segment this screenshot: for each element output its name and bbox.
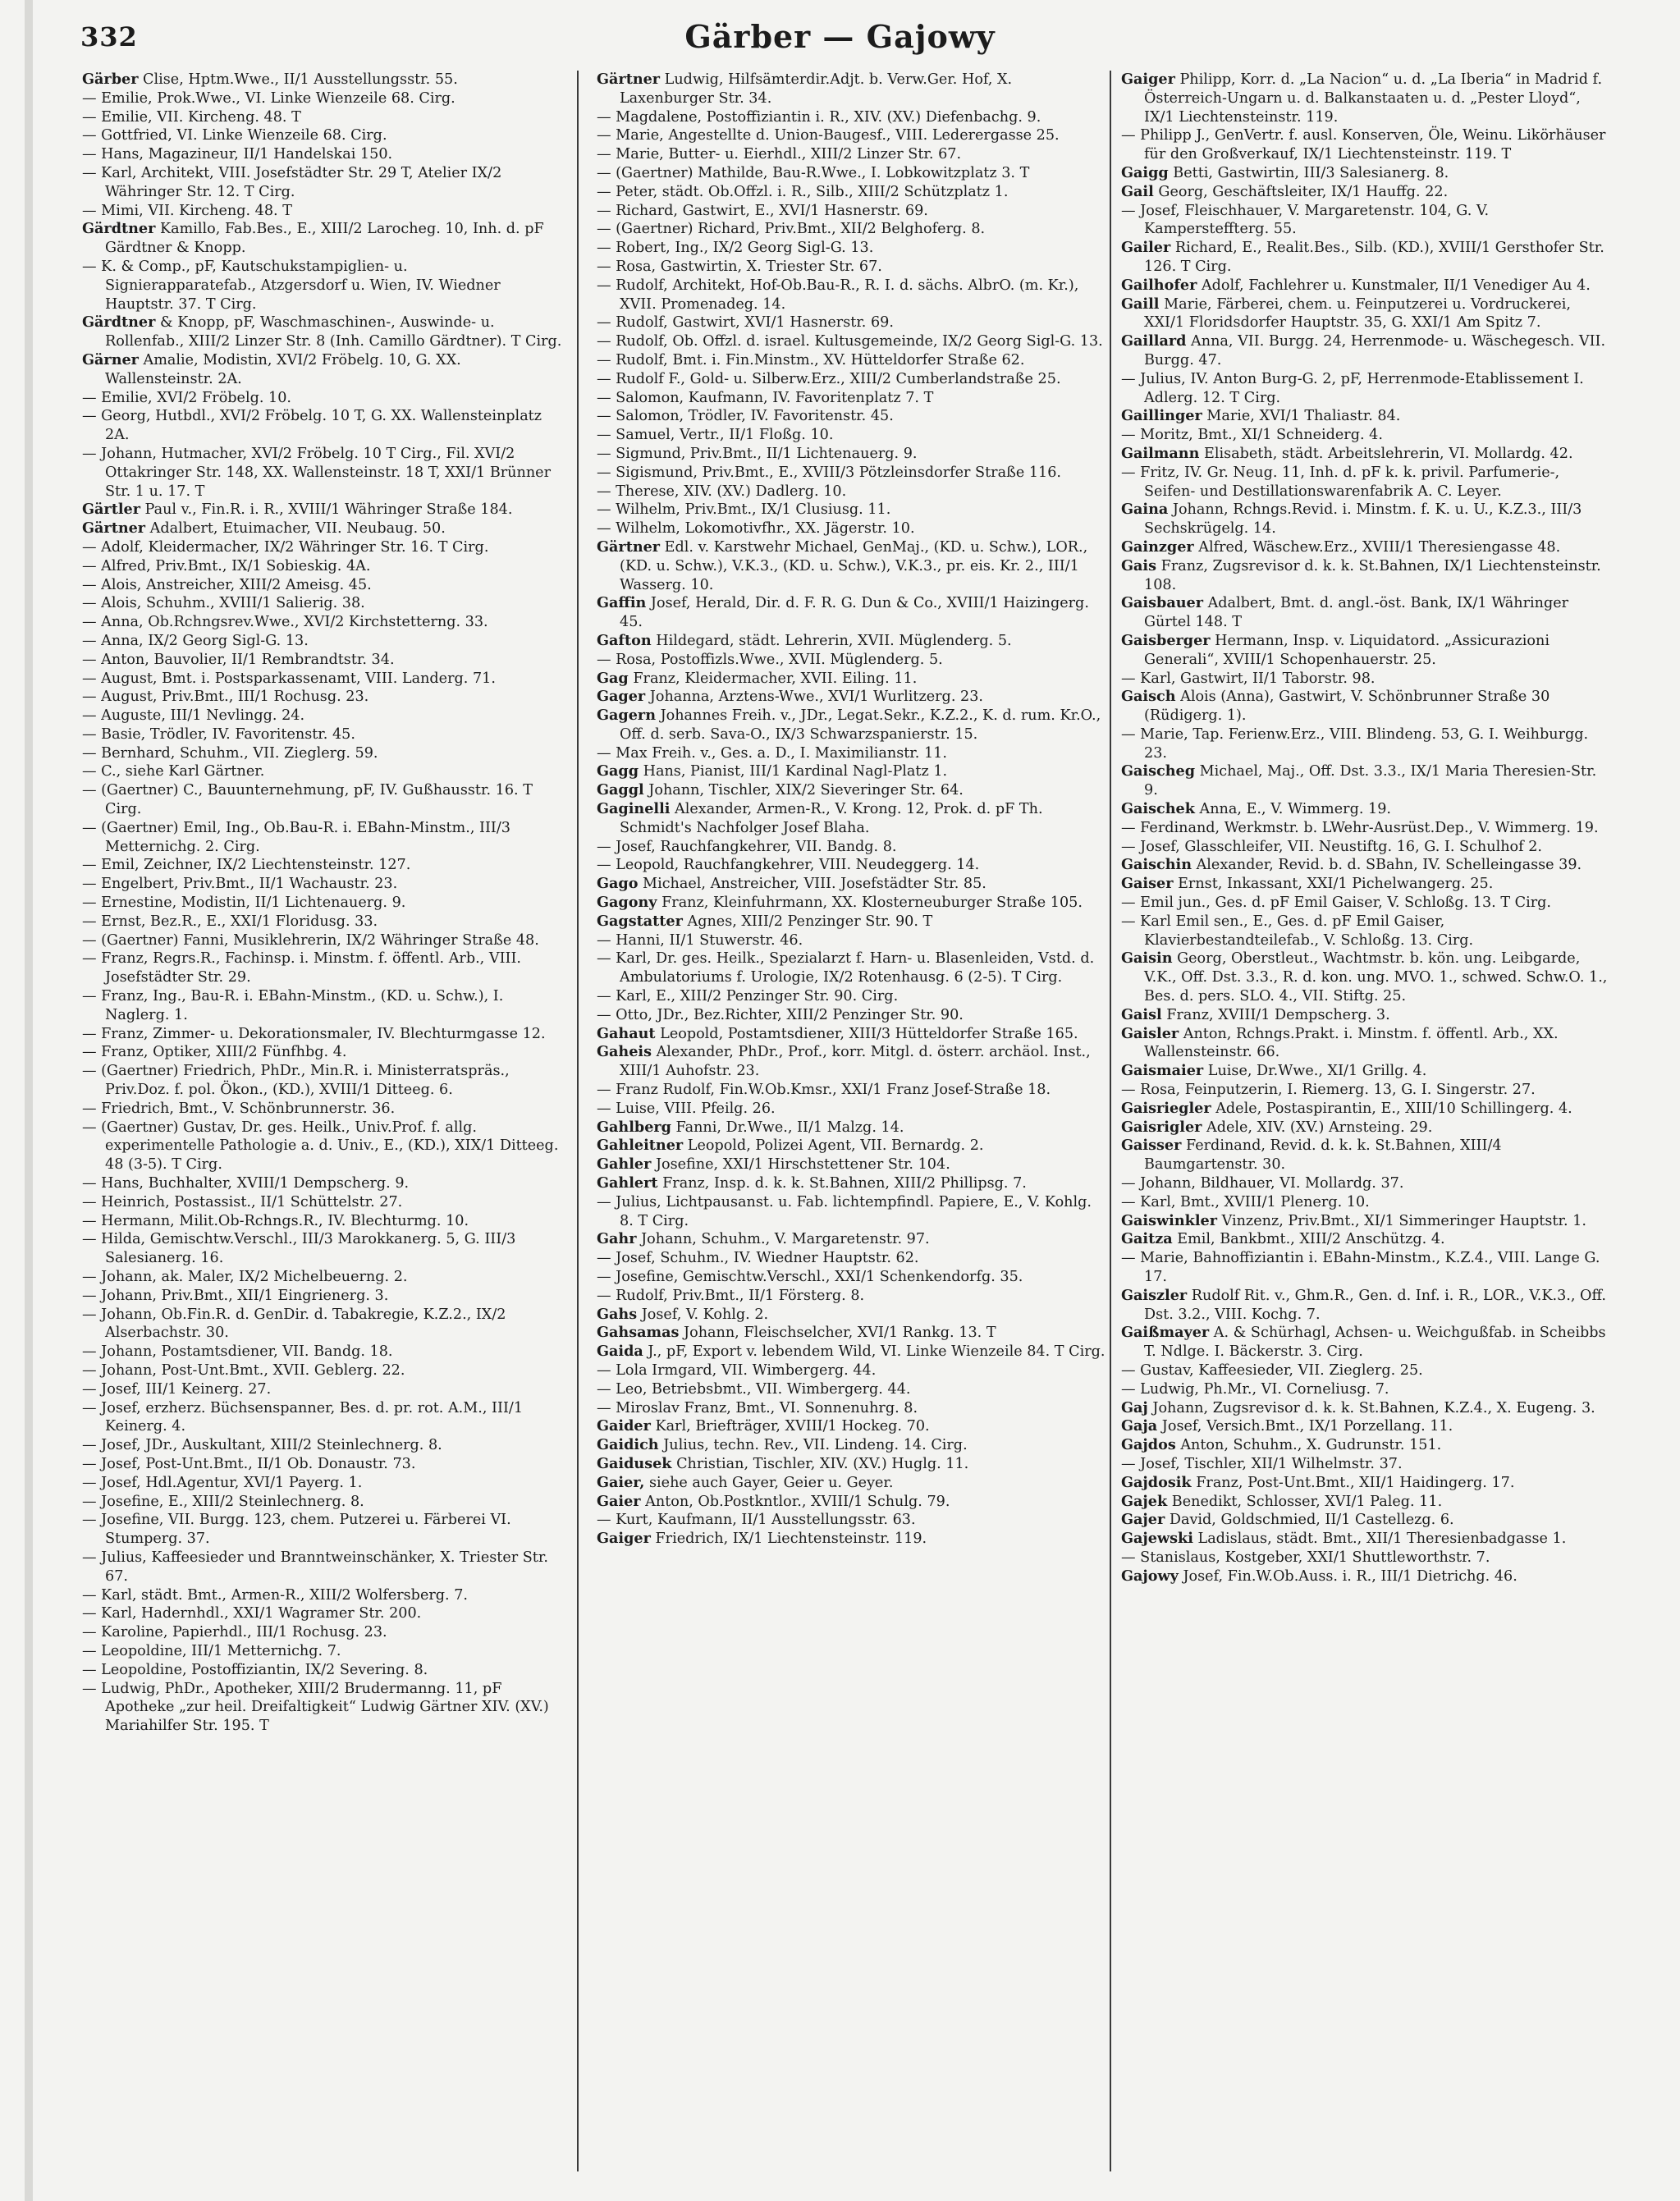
- directory-entry: Gahaut Leopold, Postamtsdiener, XIII/3 Hütteldorfer Straße 165.: [597, 1024, 1078, 1042]
- surname-headword: Gärtner: [82, 519, 146, 538]
- directory-entry: — Franz, Zimmer- u. Dekorationsmaler, IV. Blechturmgasse 12.: [82, 1025, 546, 1042]
- directory-entry: — Josef, III/1 Keinerg. 27.: [82, 1380, 272, 1398]
- directory-entry: — Hilda, Gemischtw.Verschl., III/3 Marokkanerg. 5, G. III/3 Salesianerg. 16.: [82, 1231, 516, 1267]
- surname-headword: Gahler: [597, 1155, 652, 1174]
- directory-entry: — Gustav, Kaffeesieder, VII. Zieglerg. 25.: [1121, 1361, 1423, 1379]
- column-1: [82, 71, 563, 2171]
- directory-entry: Gaier, siehe auch Gayer, Geier u. Geyer.: [597, 1473, 894, 1491]
- directory-entry: Gahsamas Johann, Fleischselcher, XVI/1 Rankg. 13. T: [597, 1324, 996, 1342]
- surname-headword: Gahr: [597, 1230, 637, 1248]
- surname-headword: Gaiger: [597, 1530, 651, 1548]
- directory-entry: — Engelbert, Priv.Bmt., II/1 Wachaustr. 23.: [82, 876, 398, 893]
- directory-entry: Gaitza Emil, Bankbmt., XIII/2 Anschützg. 4.: [1121, 1230, 1445, 1248]
- directory-entry: — Max Freih. v., Ges. a. D., I. Maximilianstr. 11.: [597, 744, 947, 762]
- directory-entry: — Richard, Gastwirt, E., XVI/1 Hasnerstr. 69.: [597, 202, 928, 219]
- directory-entry: — Alois, Anstreicher, XIII/2 Ameisg. 45.: [82, 576, 372, 593]
- scan-edge: [25, 0, 33, 2201]
- directory-entry: Gajdosik Franz, Post-Unt.Bmt., XII/1 Haidingerg. 17.: [1121, 1473, 1515, 1491]
- directory-entry: Gailer Richard, E., Realit.Bes., Silb. (KD.), XVIII/1 Gersthofer Str. 126. T Cirg.: [1121, 239, 1604, 275]
- directory-entry: — C., siehe Karl Gärtner.: [82, 763, 265, 780]
- directory-entry: — Wilhelm, Priv.Bmt., IX/1 Clusiusg. 11.: [597, 501, 891, 519]
- directory-entry: — Alfred, Priv.Bmt., IX/1 Sobieskig. 4A.: [82, 557, 371, 574]
- directory-entry: — Josef, Rauchfangkehrer, VII. Bandg. 8.: [597, 838, 897, 855]
- directory-entry: Gaismaier Luise, Dr.Wwe., XI/1 Grillg. 4.: [1121, 1062, 1427, 1080]
- directory-entry: Gaier Anton, Ob.Postkntlor., XVIII/1 Schulg. 79.: [597, 1492, 950, 1510]
- directory-entry: — Otto, JDr., Bez.Richter, XIII/2 Penzinger Str. 90.: [597, 1006, 964, 1023]
- directory-entry: Gaidich Julius, techn. Rev., VII. Lindeng. 14. Cirg.: [597, 1436, 968, 1454]
- surname-headword: Gaisrigler: [1121, 1118, 1202, 1136]
- directory-entry: — Sigismund, Priv.Bmt., E., XVIII/3 Pötzleinsdorfer Straße 116.: [597, 464, 1061, 481]
- surname-headword: Gaitza: [1121, 1230, 1173, 1248]
- surname-headword: Gaisler: [1121, 1024, 1179, 1042]
- directory-entry: Gahlert Franz, Insp. d. k. k. St.Bahnen, XIII/2 Phillipsg. 7.: [597, 1174, 1027, 1192]
- directory-entry: Gager Johanna, Arztens-Wwe., XVI/1 Wurlitzerg. 23.: [597, 688, 983, 706]
- surname-headword: Gaischin: [1121, 856, 1192, 874]
- directory-entry: Gahs Josef, V. Kohlg. 2.: [597, 1305, 769, 1323]
- surname-headword: Gaj: [1121, 1398, 1148, 1416]
- directory-entry: Gagony Franz, Kleinfuhrmann, XX. Klosterneuburger Straße 105.: [597, 894, 1083, 912]
- surname-headword: Gagony: [597, 894, 657, 912]
- surname-headword: Gainzger: [1121, 538, 1194, 556]
- directory-entry: Gaida J., pF, Export v. lebendem Wild, VI. Linke Wienzeile 84. T Cirg.: [597, 1343, 1106, 1361]
- directory-entry: — Anna, Ob.Rchngsrev.Wwe., XVI/2 Kirchstetterng. 33.: [82, 614, 488, 631]
- directory-entry: — Karoline, Papierhdl., III/1 Rochusg. 23.: [82, 1624, 387, 1641]
- directory-entry: — Mimi, VII. Kircheng. 48. T: [82, 202, 292, 219]
- directory-entry: — Johann, Ob.Fin.R. d. GenDir. d. Tabakregie, K.Z.2., IX/2 Alserbachstr. 30.: [82, 1306, 506, 1342]
- surname-headword: Gajek: [1121, 1492, 1168, 1510]
- directory-entry: — Georg, Hutbdl., XVI/2 Fröbelg. 10 T, G. XX. Wallensteinplatz 2A.: [82, 408, 542, 444]
- directory-entry: — (Gaertner) C., Bauunternehmung, pF, IV. Gußhausstr. 16. T Cirg.: [82, 782, 533, 818]
- directory-entry: — Julius, Lichtpausanst. u. Fab. lichtempfindl. Papiere, E., V. Kohlg. 8. T Cirg.: [597, 1193, 1092, 1229]
- directory-entry: — Karl, Bmt., XVIII/1 Plenerg. 10.: [1121, 1193, 1370, 1210]
- directory-entry: Gag Franz, Kleidermacher, XVII. Eiling. 11.: [597, 669, 918, 687]
- directory-entry: — Anna, IX/2 Georg Sigl-G. 13.: [82, 632, 309, 649]
- directory-entry: — August, Priv.Bmt., III/1 Rochusg. 23.: [82, 689, 369, 706]
- directory-entry: — Hans, Magazineur, II/1 Handelskai 150.: [82, 146, 393, 163]
- directory-entry: Gahler Josefine, XXI/1 Hirschstettener Str. 104.: [597, 1155, 950, 1174]
- directory-entry: — Leopoldine, Postoffiziantin, IX/2 Severing. 8.: [82, 1661, 428, 1678]
- surname-headword: Gafton: [597, 631, 652, 649]
- surname-headword: Gajowy: [1121, 1567, 1179, 1585]
- surname-headword: Gahsamas: [597, 1324, 680, 1342]
- directory-entry: — Rudolf F., Gold- u. Silberw.Erz., XIII/2 Cumberlandstraße 25.: [597, 370, 1061, 387]
- directory-entry: — Emilie, XVI/2 Fröbelg. 10.: [82, 389, 292, 406]
- surname-headword: Gaiswinkler: [1121, 1211, 1217, 1229]
- surname-headword: Gajer: [1121, 1511, 1165, 1529]
- directory-entry: Gaider Karl, Briefträger, XVIII/1 Hockeg. 70.: [597, 1417, 930, 1435]
- surname-headword: Gahs: [597, 1305, 638, 1323]
- directory-entry: Gagstatter Agnes, XIII/2 Penzinger Str. 90. T: [597, 912, 933, 930]
- surname-headword: Gaischeg: [1121, 762, 1196, 780]
- running-title: Gärber — Gajowy: [684, 18, 996, 55]
- directory-entry: Gafton Hildegard, städt. Lehrerin, XVII. Müglenderg. 5.: [597, 631, 1012, 649]
- directory-entry: — Johann, ak. Maler, IX/2 Michelbeuerng. 2.: [82, 1269, 408, 1285]
- surname-headword: Gahlert: [597, 1174, 658, 1192]
- directory-entry: — Marie, Bahnoffiziantin i. EBahn-Minstm., K.Z.4., VIII. Lange G. 17.: [1121, 1250, 1600, 1285]
- directory-entry: Gaffin Josef, Herald, Dir. d. F. R. G. Dun & Co., XVIII/1 Haizingerg. 45.: [597, 594, 1089, 631]
- surname-headword: Gaider: [597, 1417, 651, 1435]
- directory-entry: Gahlberg Fanni, Dr.Wwe., II/1 Malzg. 14.: [597, 1118, 904, 1136]
- directory-entry: — Ludwig, Ph.Mr., VI. Corneliusg. 7.: [1121, 1380, 1389, 1398]
- surname-headword: Gärber: [82, 71, 139, 88]
- directory-entry: — Gottfried, VI. Linke Wienzeile 68. Cirg.: [82, 127, 387, 144]
- directory-entry: Gärtner Adalbert, Etuimacher, VII. Neubaug. 50.: [82, 519, 446, 538]
- directory-entry: — Karl, Hadernhdl., XXI/1 Wagramer Str. 200.: [82, 1605, 422, 1622]
- directory-entry: — (Gaertner) Gustav, Dr. ges. Heilk., Univ.Prof. f. allg. experimentelle Pathologie a. d. Univ., E., (KD.), XIX/1 Ditteeg. 48 (3-5). T Cirg.: [82, 1119, 559, 1174]
- directory-entry: — Kurt, Kaufmann, II/1 Ausstellungsstr. 63.: [597, 1512, 916, 1529]
- directory-entry: — Miroslav Franz, Bmt., VI. Sonnenuhrg. 8.: [597, 1399, 918, 1416]
- directory-entry: — Rudolf, Bmt. i. Fin.Minstm., XV. Hütteldorfer Straße 62.: [597, 351, 1025, 368]
- directory-entry: Gaiser Ernst, Inkassant, XXI/1 Pichelwangerg. 25.: [1121, 875, 1494, 893]
- directory-entry: — Friedrich, Bmt., V. Schönbrunnerstr. 36.: [82, 1100, 396, 1117]
- surname-headword: Gaisbauer: [1121, 594, 1203, 612]
- directory-entry: Gagg Hans, Pianist, III/1 Kardinal Nagl-Platz 1.: [597, 762, 948, 780]
- surname-headword: Gaiser: [1121, 875, 1174, 893]
- directory-entry: — Josef, Glasschleifer, VII. Neustiftg. 16, G. I. Schulhof 2.: [1121, 838, 1543, 855]
- surname-headword: Gärdtner: [82, 220, 156, 238]
- surname-headword: Gaggl: [597, 781, 644, 799]
- surname-headword: Gager: [597, 688, 646, 706]
- directory-entry: — Ludwig, PhDr., Apotheker, XIII/2 Brudermanng. 11, pF Apotheke „zur heil. Dreifaltigkeit“ Ludwig Gärtner XIV. (XV.) Mariahilfer Str. 195. T: [82, 1680, 549, 1735]
- directory-entry: — Robert, Ing., IX/2 Georg Sigl-G. 13.: [597, 240, 874, 257]
- directory-entry: — Karl, Dr. ges. Heilk., Spezialarzt f. Harn- u. Blasenleiden, Vstd. d. Ambulatoriums f. Urologie, IX/2 Rotenhausg. 6 (2-5). T Cirg.: [597, 950, 1095, 986]
- directory-entry: — Wilhelm, Lokomotivfhr., XX. Jägerstr. 10.: [597, 520, 915, 538]
- surname-headword: Gaier,: [597, 1473, 645, 1491]
- surname-headword: Gajdos: [1121, 1436, 1176, 1454]
- surname-headword: Gaidich: [597, 1436, 659, 1454]
- directory-entry: Gaißmayer A. & Schürhagl, Achsen- u. Weichgußfab. in Scheibbs T. Ndlge. I. Bäckerstr. 3. Cirg.: [1121, 1324, 1606, 1361]
- directory-entry: — Karl, städt. Bmt., Armen-R., XIII/2 Wolfersberg. 7.: [82, 1586, 468, 1604]
- directory-entry: Gaiszler Rudolf Rit. v., Ghm.R., Gen. d. Inf. i. R., LOR., V.K.3., Off. Dst. 3.2., VIII. Kochg. 7.: [1121, 1286, 1606, 1323]
- directory-entry: Gago Michael, Anstreicher, VIII. Josefstädter Str. 85.: [597, 875, 986, 893]
- surname-headword: Gaischek: [1121, 800, 1195, 818]
- directory-entry: — Marie, Tap. Ferienw.Erz., VIII. Blindeng. 53, G. I. Weihburgg. 23.: [1121, 725, 1589, 762]
- directory-entry: — Karl Emil sen., E., Ges. d. pF Emil Gaiser, Klavierbestandteilefab., V. Schloßg. 13. Cirg.: [1121, 913, 1474, 949]
- directory-entry: — Franz Rudolf, Fin.W.Ob.Kmsr., XXI/1 Franz Josef-Straße 18.: [597, 1082, 1051, 1099]
- surname-headword: Gailer: [1121, 239, 1171, 257]
- surname-headword: Gaida: [597, 1343, 643, 1361]
- directory-entry: Gaillinger Marie, XVI/1 Thaliastr. 84.: [1121, 407, 1401, 425]
- directory-entry: Gaischeg Michael, Maj., Off. Dst. 3.3., IX/1 Maria Theresien-Str. 9.: [1121, 762, 1597, 799]
- directory-entry: Gaja Josef, Versich.Bmt., IX/1 Porzellang. 11.: [1121, 1417, 1453, 1435]
- directory-entry: — Emil, Zeichner, IX/2 Liechtensteinstr. 127.: [82, 857, 411, 874]
- directory-entry: — Leopoldine, III/1 Metternichg. 7.: [82, 1642, 341, 1659]
- directory-entry: — Franz, Optiker, XIII/2 Fünfhbg. 4.: [82, 1044, 347, 1061]
- directory-entry: — Rudolf, Ob. Offzl. d. israel. Kultusgemeinde, IX/2 Georg Sigl-G. 13.: [597, 333, 1103, 350]
- directory-entry: Gaisbauer Adalbert, Bmt. d. angl.-öst. Bank, IX/1 Währinger Gürtel 148. T: [1121, 594, 1569, 631]
- directory-entry: Gaiswinkler Vinzenz, Priv.Bmt., XI/1 Simmeringer Hauptstr. 1.: [1121, 1211, 1586, 1229]
- directory-entry: — Josef, Schuhm., IV. Wiedner Hauptstr. 62.: [597, 1250, 919, 1267]
- directory-entry: — Ferdinand, Werkmstr. b. LWehr-Ausrüst.Dep., V. Wimmerg. 19.: [1121, 819, 1599, 836]
- surname-headword: Gail: [1121, 182, 1154, 200]
- directory-entry: Gärtner Ludwig, Hilfsämterdir.Adjt. b. Verw.Ger. Hof, X. Laxenburger Str. 34.: [597, 71, 1013, 107]
- directory-entry: Gärner Amalie, Modistin, XVI/2 Fröbelg. 10, G. XX. Wallensteinstr. 2A.: [82, 350, 461, 387]
- directory-entry: — Josef, Tischler, XII/1 Wilhelmstr. 37.: [1121, 1455, 1403, 1472]
- directory-entry: Gajek Benedikt, Schlosser, XVI/1 Paleg. 11.: [1121, 1492, 1443, 1510]
- surname-headword: Gaisch: [1121, 688, 1176, 706]
- directory-entry: Gaisl Franz, XVIII/1 Dempscherg. 3.: [1121, 1005, 1390, 1023]
- directory-entry: Gaischin Alexander, Revid. b. d. SBahn, IV. Schelleingasse 39.: [1121, 856, 1582, 874]
- page-header: [0, 18, 1680, 59]
- surname-headword: Gaisl: [1121, 1005, 1162, 1023]
- surname-headword: Gaginelli: [597, 800, 671, 818]
- directory-entry: — Emilie, Prok.Wwe., VI. Linke Wienzeile 68. Cirg.: [82, 89, 455, 107]
- directory-entry: Gaheis Alexander, PhDr., Prof., korr. Mitgl. d. österr. archäol. Inst., XIII/1 Auhofstr. 23.: [597, 1043, 1091, 1080]
- surname-headword: Gajewski: [1121, 1530, 1193, 1548]
- directory-entry: Gainzger Alfred, Wäschew.Erz., XVIII/1 Theresiengasse 48.: [1121, 538, 1561, 556]
- surname-headword: Gaina: [1121, 501, 1169, 519]
- directory-entry: — Marie, Angestellte d. Union-Baugesf., VIII. Lederergasse 25.: [597, 127, 1060, 144]
- directory-entry: — Josef, Hdl.Agentur, XVI/1 Payerg. 1.: [82, 1474, 363, 1491]
- directory-entry: — Ernestine, Modistin, II/1 Lichtenauerg. 9.: [82, 895, 406, 912]
- surname-headword: Gailhofer: [1121, 276, 1197, 294]
- directory-entry: Gaill Marie, Färberei, chem. u. Feinputzerei u. Vordruckerei, XXI/1 Floridsdorfer Hauptstr. 35, G. XXI/1 Am Spitz 7.: [1121, 295, 1571, 332]
- directory-entry: — Hans, Buchhalter, XVIII/1 Dempscherg. 9.: [82, 1175, 410, 1192]
- directory-entry: Gaillard Anna, VII. Burgg. 24, Herrenmode- u. Wäschegesch. VII. Burgg. 47.: [1121, 332, 1606, 368]
- directory-entry: — Karl, Architekt, VIII. Josefstädter Str. 29 T, Atelier IX/2 Währinger Str. 12. T Cirg.: [82, 164, 502, 200]
- directory-entry: — Leo, Betriebsbmt., VII. Wimbergerg. 44.: [597, 1380, 911, 1398]
- directory-entry: — Julius, IV. Anton Burg-G. 2, pF, Herrenmode-Etablissement I. Adlerg. 12. T Cirg.: [1121, 370, 1584, 406]
- directory-entry: Gaisriegler Adele, Postaspirantin, E., XIII/10 Schillingerg. 4.: [1121, 1099, 1572, 1117]
- directory-entry: — Rosa, Postoffizls.Wwe., XVII. Müglenderg. 5.: [597, 651, 943, 668]
- directory-entry: — Josefine, Gemischtw.Verschl., XXI/1 Schenkendorfg. 35.: [597, 1269, 1023, 1285]
- directory-entry: — Karl, Gastwirt, II/1 Taborstr. 98.: [1121, 670, 1376, 687]
- directory-entry: — Emil jun., Ges. d. pF Emil Gaiser, V. Schloßg. 13. T Cirg.: [1121, 895, 1552, 912]
- directory-entry: Gaidusek Christian, Tischler, XIV. (XV.) Huglg. 11.: [597, 1454, 969, 1472]
- directory-entry: — Johann, Post-Unt.Bmt., XVII. Geblerg. 22.: [82, 1361, 405, 1379]
- directory-entry: — Hanni, II/1 Stuwerstr. 46.: [597, 931, 803, 949]
- directory-entry: — Ernst, Bez.R., E., XXI/1 Floridusg. 33.: [82, 913, 378, 930]
- directory-entry: — Julius, Kaffeesieder und Branntweinschänker, X. Triester Str. 67.: [82, 1549, 548, 1585]
- directory-entry: — Philipp J., GenVertr. f. ausl. Konserven, Öle, Weinu. Likörhäuser für den Großverkauf, IX/1 Liechtensteinstr. 119. T: [1121, 127, 1606, 163]
- directory-entry: — (Gaertner) Fanni, Musiklehrerin, IX/2 Währinger Straße 48.: [82, 931, 539, 949]
- directory-entry: — Alois, Schuhm., XVIII/1 Salierig. 38.: [82, 595, 365, 612]
- directory-entry: — August, Bmt. i. Postsparkassenamt, VIII. Landerg. 71.: [82, 670, 496, 687]
- directory-entry: — Bernhard, Schuhm., VII. Zieglerg. 59.: [82, 744, 378, 762]
- directory-entry: — Rudolf, Architekt, Hof-Ob.Bau-R., R. I. d. sächs. AlbrO. (m. Kr.), XVII. Promenadeg. 14.: [597, 277, 1079, 313]
- directory-entry: — Josef, erzherz. Büchsenspanner, Bes. d. pr. rot. A.M., III/1 Keinerg. 4.: [82, 1399, 524, 1435]
- directory-entry: — Anton, Bauvolier, II/1 Rembrandtstr. 34.: [82, 651, 395, 668]
- directory-entry: Gaischek Anna, E., V. Wimmerg. 19.: [1121, 800, 1391, 818]
- directory-entry: — Auguste, III/1 Nevlingg. 24.: [82, 707, 305, 725]
- directory-entry: — Rosa, Feinputzerin, I. Riemerg. 13, G. I. Singerstr. 27.: [1121, 1082, 1536, 1099]
- directory-entry: — Rudolf, Priv.Bmt., II/1 Försterg. 8.: [597, 1287, 865, 1304]
- directory-entry: Gaisch Alois (Anna), Gastwirt, V. Schönbrunner Straße 30 (Rüdigerg. 1).: [1121, 688, 1550, 725]
- directory-entry: — Salomon, Trödler, IV. Favoritenstr. 45.: [597, 408, 894, 425]
- surname-headword: Gagern: [597, 707, 656, 725]
- directory-entry: Gaisser Ferdinand, Revid. d. k. k. St.Bahnen, XIII/4 Baumgartenstr. 30.: [1121, 1137, 1502, 1174]
- surname-headword: Gärtler: [82, 501, 140, 519]
- directory-entry: Gais Franz, Zugsrevisor d. k. k. St.Bahnen, IX/1 Liechtensteinstr. 108.: [1121, 556, 1601, 593]
- directory-entry: — Johann, Postamtsdiener, VII. Bandg. 18.: [82, 1343, 393, 1361]
- surname-headword: Gärtner: [597, 538, 661, 556]
- directory-entry: Gaina Johann, Rchngs.Revid. i. Minstm. f. K. u. U., K.Z.3., III/3 Sechskrügelg. 14.: [1121, 501, 1582, 538]
- directory-entry: — Magdalene, Postoffiziantin i. R., XIV. (XV.) Diefenbachg. 9.: [597, 108, 1041, 126]
- directory-entry: Gaisin Georg, Oberstleut., Wachtmstr. b. kön. ung. Leibgarde, V.K., Off. Dst. 3.3., R. d. kon. ung. MVO. 1., schwed. Schw.O. 1., Bes. d. pers. SLO. 4., VII. Stiftg. 25.: [1121, 949, 1608, 1005]
- surname-headword: Gaidusek: [597, 1454, 672, 1472]
- surname-headword: Gaisberger: [1121, 631, 1211, 649]
- directory-entry: Gail Georg, Geschäftsleiter, IX/1 Hauffg. 22.: [1121, 182, 1449, 200]
- directory-entry: Gärdtner & Knopp, pF, Waschmaschinen-, Auswinde- u. Rollenfab., XIII/2 Linzer Str. 8 (Inh. Camillo Gärdtner). T Cirg.: [82, 313, 562, 350]
- surname-headword: Gago: [597, 875, 639, 893]
- directory-entry: — Franz, Regrs.R., Fachinsp. i. Minstm. f. öffentl. Arb., VIII. Josefstädter Str. 29.: [82, 950, 522, 986]
- directory-entry: — Peter, städt. Ob.Offzl. i. R., Silb., XIII/2 Schützplatz 1.: [597, 183, 1009, 200]
- surname-headword: Gaill: [1121, 295, 1160, 313]
- surname-headword: Gahaut: [597, 1024, 656, 1042]
- directory-entry: — Sigmund, Priv.Bmt., II/1 Lichtenauerg. 9.: [597, 445, 918, 462]
- directory-entry: — Marie, Butter- u. Eierhdl., XIII/2 Linzer Str. 67.: [597, 146, 962, 163]
- directory-entry: Gaisler Anton, Rchngs.Prakt. i. Minstm. f. öffentl. Arb., XX. Wallensteinstr. 66.: [1121, 1024, 1559, 1061]
- surname-headword: Gaiszler: [1121, 1286, 1188, 1304]
- directory-entry: — Fritz, IV. Gr. Neug. 11, Inh. d. pF k. k. privil. Parfumerie-, Seifen- und Destillationswarenfabrik A. C. Leyer.: [1121, 464, 1560, 500]
- directory-entry: — K. & Comp., pF, Kautschukstampiglien- u. Signierapparatefab., Atzgersdorf u. Wien, IV. Wiedner Hauptstr. 37. T Cirg.: [82, 258, 501, 313]
- directory-entry: Gagern Johannes Freih. v., JDr., Legat.Sekr., K.Z.2., K. d. rum. Kr.O., Off. d. serb. Sava-O., IX/3 Schwarzspanierstr. 15.: [597, 707, 1101, 743]
- directory-entry: — Adolf, Kleidermacher, IX/2 Währinger Str. 16. T Cirg.: [82, 538, 489, 556]
- surname-headword: Gahlberg: [597, 1118, 671, 1136]
- directory-entry: — Josefine, E., XIII/2 Steinlechnerg. 8.: [82, 1493, 364, 1510]
- directory-entry: — Josef, Post-Unt.Bmt., II/1 Ob. Donaustr. 73.: [82, 1455, 416, 1472]
- directory-entry: — Josefine, VII. Burgg. 123, chem. Putzerei u. Färberei VI. Stumperg. 37.: [82, 1512, 511, 1548]
- directory-entry: — Johann, Bildhauer, VI. Mollardg. 37.: [1121, 1175, 1404, 1192]
- directory-entry: Gaisrigler Adele, XIV. (XV.) Arnsteing. 29.: [1121, 1118, 1433, 1136]
- directory-entry: — Heinrich, Postassist., II/1 Schüttelstr. 27.: [82, 1193, 403, 1210]
- directory-entry: — Johann, Hutmacher, XVI/2 Fröbelg. 10 T Cirg., Fil. XVI/2 Ottakringer Str. 148, XX. Wallensteinstr. 18 T, XXI/1 Brünner Str. 1 u. 17. T: [82, 445, 551, 500]
- directory-entry: — Salomon, Kaufmann, IV. Favoritenplatz 7. T: [597, 389, 934, 406]
- directory-entry: — Lola Irmgard, VII. Wimbergerg. 44.: [597, 1361, 877, 1379]
- surname-headword: Gaillard: [1121, 332, 1187, 350]
- directory-entry: — Luise, VIII. Pfeilg. 26.: [597, 1100, 776, 1117]
- directory-entry: Gajowy Josef, Fin.W.Ob.Auss. i. R., III/1 Dietrichg. 46.: [1121, 1567, 1517, 1585]
- directory-entry: Gaisberger Hermann, Insp. v. Liquidatord. „Assicurazioni Generali“, XVIII/1 Schopenhauerstr. 25.: [1121, 631, 1550, 668]
- directory-entry: Gajdos Anton, Schuhm., X. Gudrunstr. 151.: [1121, 1436, 1442, 1454]
- directory-entry: Gaiger Philipp, Korr. d. „La Nacion“ u. d. „La Iberia“ in Madrid f. Österreich-Ungarn u. d. Balkanstaaten u. d. „Pester Lloyd“, IX/1 Liechtensteinstr. 119.: [1121, 71, 1603, 126]
- directory-entry: — (Gaertner) Friedrich, PhDr., Min.R. i. Ministerratspräs., Priv.Doz. f. pol. Ökon., (KD.), XVIII/1 Ditteeg. 6.: [82, 1063, 510, 1099]
- directory-entry: Gahleitner Leopold, Polizei Agent, VII. Bernardg. 2.: [597, 1137, 984, 1155]
- column-3: [1121, 71, 1614, 2171]
- surname-headword: Gärtner: [597, 71, 661, 88]
- surname-headword: Gaiger: [1121, 71, 1175, 88]
- directory-entry: — Leopold, Rauchfangkehrer, VIII. Neudeggerg. 14.: [597, 857, 980, 874]
- directory-entry: — Basie, Trödler, IV. Favoritenstr. 45.: [82, 725, 355, 743]
- surname-headword: Gaigg: [1121, 163, 1169, 181]
- directory-entry: Gaginelli Alexander, Armen-R., V. Krong. 12, Prok. d. pF Th. Schmidt's Nachfolger Josef Blaha.: [597, 800, 1043, 836]
- directory-entry: Gärtler Paul v., Fin.R. i. R., XVIII/1 Währinger Straße 184.: [82, 501, 513, 519]
- surname-headword: Gärdtner: [82, 313, 156, 332]
- directory-entry: — Karl, E., XIII/2 Penzinger Str. 90. Cirg.: [597, 988, 899, 1005]
- surname-headword: Gaisriegler: [1121, 1099, 1211, 1117]
- directory-entry: Gaigg Betti, Gastwirtin, III/3 Salesianerg. 8.: [1121, 163, 1449, 181]
- directory-entry: Gaiger Friedrich, IX/1 Liechtensteinstr. 119.: [597, 1530, 927, 1548]
- surname-headword: Gailmann: [1121, 444, 1200, 462]
- directory-entry: — Rosa, Gastwirtin, X. Triester Str. 67.: [597, 258, 882, 275]
- surname-headword: Gagg: [597, 762, 639, 780]
- directory-entry: Gärtner Edl. v. Karstwehr Michael, GenMaj., (KD. u. Schw.), LOR., (KD. u. Schw.), V.K.3., (KD. u. Schw.), V.K.3., pr. eis. Kr. 2., III/1 Wasserg. 10.: [597, 538, 1088, 593]
- surname-headword: Gaheis: [597, 1043, 652, 1061]
- column-divider: [577, 71, 579, 2171]
- directory-entry: Gailmann Elisabeth, städt. Arbeitslehrerin, VI. Mollardg. 42.: [1121, 444, 1573, 462]
- directory-entry: — Hermann, Milit.Ob-Rchngs.R., IV. Blechturmg. 10.: [82, 1212, 469, 1229]
- column-2: [597, 71, 1106, 2171]
- surname-headword: Gaillinger: [1121, 407, 1202, 425]
- directory-entry: Gailhofer Adolf, Fachlehrer u. Kunstmaler, II/1 Venediger Au 4.: [1121, 276, 1591, 294]
- surname-headword: Gaismaier: [1121, 1062, 1204, 1080]
- directory-entry: — Johann, Priv.Bmt., XII/1 Eingrienerg. 3.: [82, 1287, 389, 1304]
- column-divider: [1110, 71, 1111, 2171]
- directory-entry: — (Gaertner) Mathilde, Bau-R.Wwe., I. Lobkowitzplatz 3. T: [597, 164, 1030, 181]
- surname-headword: Gaier: [597, 1492, 641, 1510]
- page-number: 332: [80, 21, 138, 53]
- directory-entry: — Rudolf, Gastwirt, XVI/1 Hasnerstr. 69.: [597, 314, 894, 332]
- directory-entry: — Moritz, Bmt., XI/1 Schneiderg. 4.: [1121, 427, 1383, 444]
- directory-entry: — Emilie, VII. Kircheng. 48. T: [82, 108, 301, 126]
- directory-entry: — (Gaertner) Emil, Ing., Ob.Bau-R. i. EBahn-Minstm., III/3 Metternichg. 2. Cirg.: [82, 819, 510, 855]
- surname-headword: Gaja: [1121, 1417, 1158, 1435]
- directory-entry: Gärber Clise, Hptm.Wwe., II/1 Ausstellungsstr. 55.: [82, 71, 458, 88]
- directory-entry: — Stanislaus, Kostgeber, XXI/1 Shuttleworthstr. 7.: [1121, 1549, 1490, 1566]
- directory-entry: Gajewski Ladislaus, städt. Bmt., XII/1 Theresienbadgasse 1.: [1121, 1530, 1567, 1548]
- surname-headword: Gaißmayer: [1121, 1324, 1210, 1342]
- directory-entry: — Franz, Ing., Bau-R. i. EBahn-Minstm., (KD. u. Schw.), I. Naglerg. 1.: [82, 988, 504, 1023]
- directory-entry: Gaj Johann, Zugsrevisor d. k. k. St.Bahnen, K.Z.4., X. Eugeng. 3.: [1121, 1398, 1595, 1416]
- directory-entry: — Samuel, Vertr., II/1 Floßg. 10.: [597, 427, 834, 444]
- directory-entry: Gajer David, Goldschmied, II/1 Castellezg. 6.: [1121, 1511, 1454, 1529]
- surname-headword: Gahleitner: [597, 1137, 684, 1155]
- surname-headword: Gag: [597, 669, 629, 687]
- directory-entry: — Therese, XIV. (XV.) Dadlerg. 10.: [597, 483, 847, 500]
- directory-entry: — (Gaertner) Richard, Priv.Bmt., XII/2 Belghoferg. 8.: [597, 221, 986, 238]
- surname-headword: Gaisser: [1121, 1137, 1182, 1155]
- surname-headword: Gagstatter: [597, 912, 683, 930]
- directory-entry: — Josef, JDr., Auskultant, XIII/2 Steinlechnerg. 8.: [82, 1437, 442, 1454]
- surname-headword: Gajdosik: [1121, 1473, 1192, 1491]
- directory-entry: Gaggl Johann, Tischler, XIX/2 Sieveringer Str. 64.: [597, 781, 964, 799]
- surname-headword: Gaisin: [1121, 949, 1173, 968]
- directory-entry: Gärdtner Kamillo, Fab.Bes., E., XIII/2 Larocheg. 10, Inh. d. pF Gärdtner & Knopp.: [82, 220, 544, 257]
- surname-headword: Gaffin: [597, 594, 647, 612]
- surname-headword: Gärner: [82, 350, 139, 368]
- surname-headword: Gais: [1121, 556, 1157, 574]
- directory-entry: Gahr Johann, Schuhm., V. Margaretenstr. 97.: [597, 1230, 930, 1248]
- directory-entry: — Josef, Fleischhauer, V. Margaretenstr. 104, G. V. Kampersteffterg. 55.: [1121, 202, 1490, 238]
